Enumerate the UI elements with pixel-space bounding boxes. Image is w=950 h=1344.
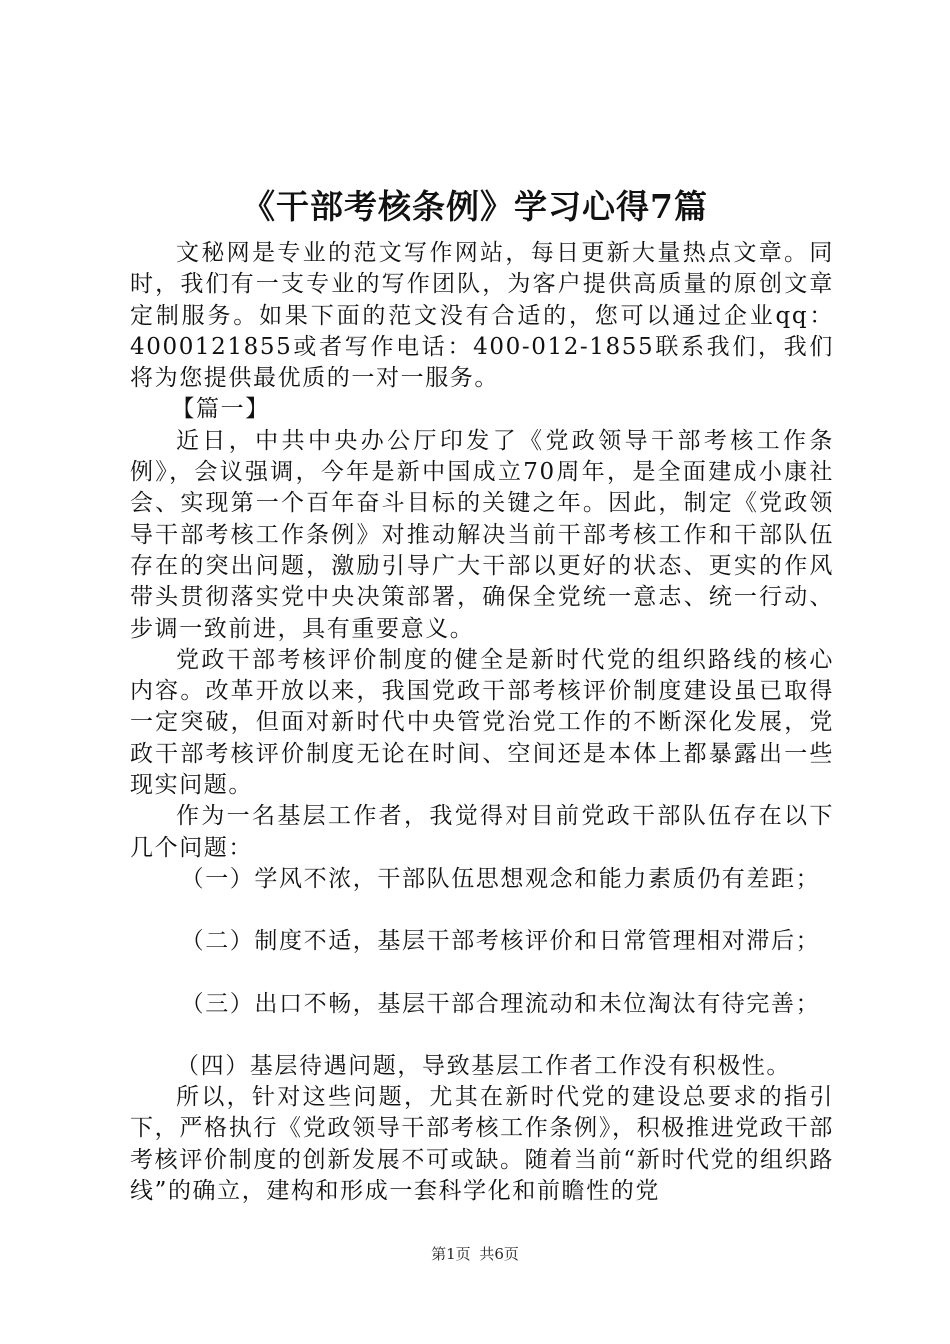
list-item-3: （三）出口不畅，基层干部合理流动和未位淘汰有待完善；: [180, 990, 821, 1017]
body-paragraph-1: 近日，中共中央办公厅印发了《党政领导干部考核工作条例》，会议强调，今年是新中国成立70周年，是全面建成小康社会、实现第一个百年奋斗目标的关键之年。因此，制定《党政领导干部考核工作条例》对推动解决当前干部考核工作和干部队伍存在的突出问题，激励引导广大干部以更好的状态、更实的作风带头贯彻落实党中央决策部署，确保全党统一意志、统一行动、步调一致前进，具有重要意义。: [130, 427, 834, 642]
document-body: [130, 238, 834, 1207]
list-item-4: （四）基层待遇问题，导致基层工作者工作没有积极性。: [176, 1052, 791, 1079]
list-item-2: （二）制度不适，基层干部考核评价和日常管理相对滞后；: [180, 928, 821, 955]
intro-paragraph: 文秘网是专业的范文写作网站，每日更新大量热点文章。同时，我们有一支专业的写作团队，为客户提供高质量的原创文章定制服务。如果下面的范文没有合适的，您可以通过企业qq：4000121855或者写作电话：400-012-1855联系我们，我们将为您提供最优质的一对一服务。: [130, 240, 834, 392]
document-title: 《干部考核条例》学习心得7篇: [242, 187, 708, 226]
closing-paragraph: 所以，针对这些问题，尤其在新时代党的建设总要求的指引下，严格执行《党政领导干部考核工作条例》，积极推进党政干部考核评价制度的创新发展不可或缺。随着当前“新时代党的组织路线”的确立，建构和形成一套科学化和前瞻性的党: [130, 1084, 834, 1205]
body-paragraph-2: 党政干部考核评价制度的健全是新时代党的组织路线的核心内容。改革开放以来，我国党政干部考核评价制度建设虽已取得一定突破，但面对新时代中央管党治党工作的不断深化发展，党政干部考核评价制度无论在时间、空间还是本体上都暴露出一些现实问题。: [130, 646, 834, 799]
page-number: 第1页: [431, 1245, 471, 1263]
list-item-1: （一）学风不浓，干部队伍思想观念和能力素质仍有差距；: [180, 865, 821, 892]
section-heading: 【篇一】: [171, 396, 270, 423]
page-total: 共6页: [479, 1245, 519, 1263]
page-footer: [0, 1243, 950, 1265]
body-paragraph-3: 作为一名基层工作者，我觉得对目前党政干部队伍存在以下几个问题：: [130, 803, 834, 861]
